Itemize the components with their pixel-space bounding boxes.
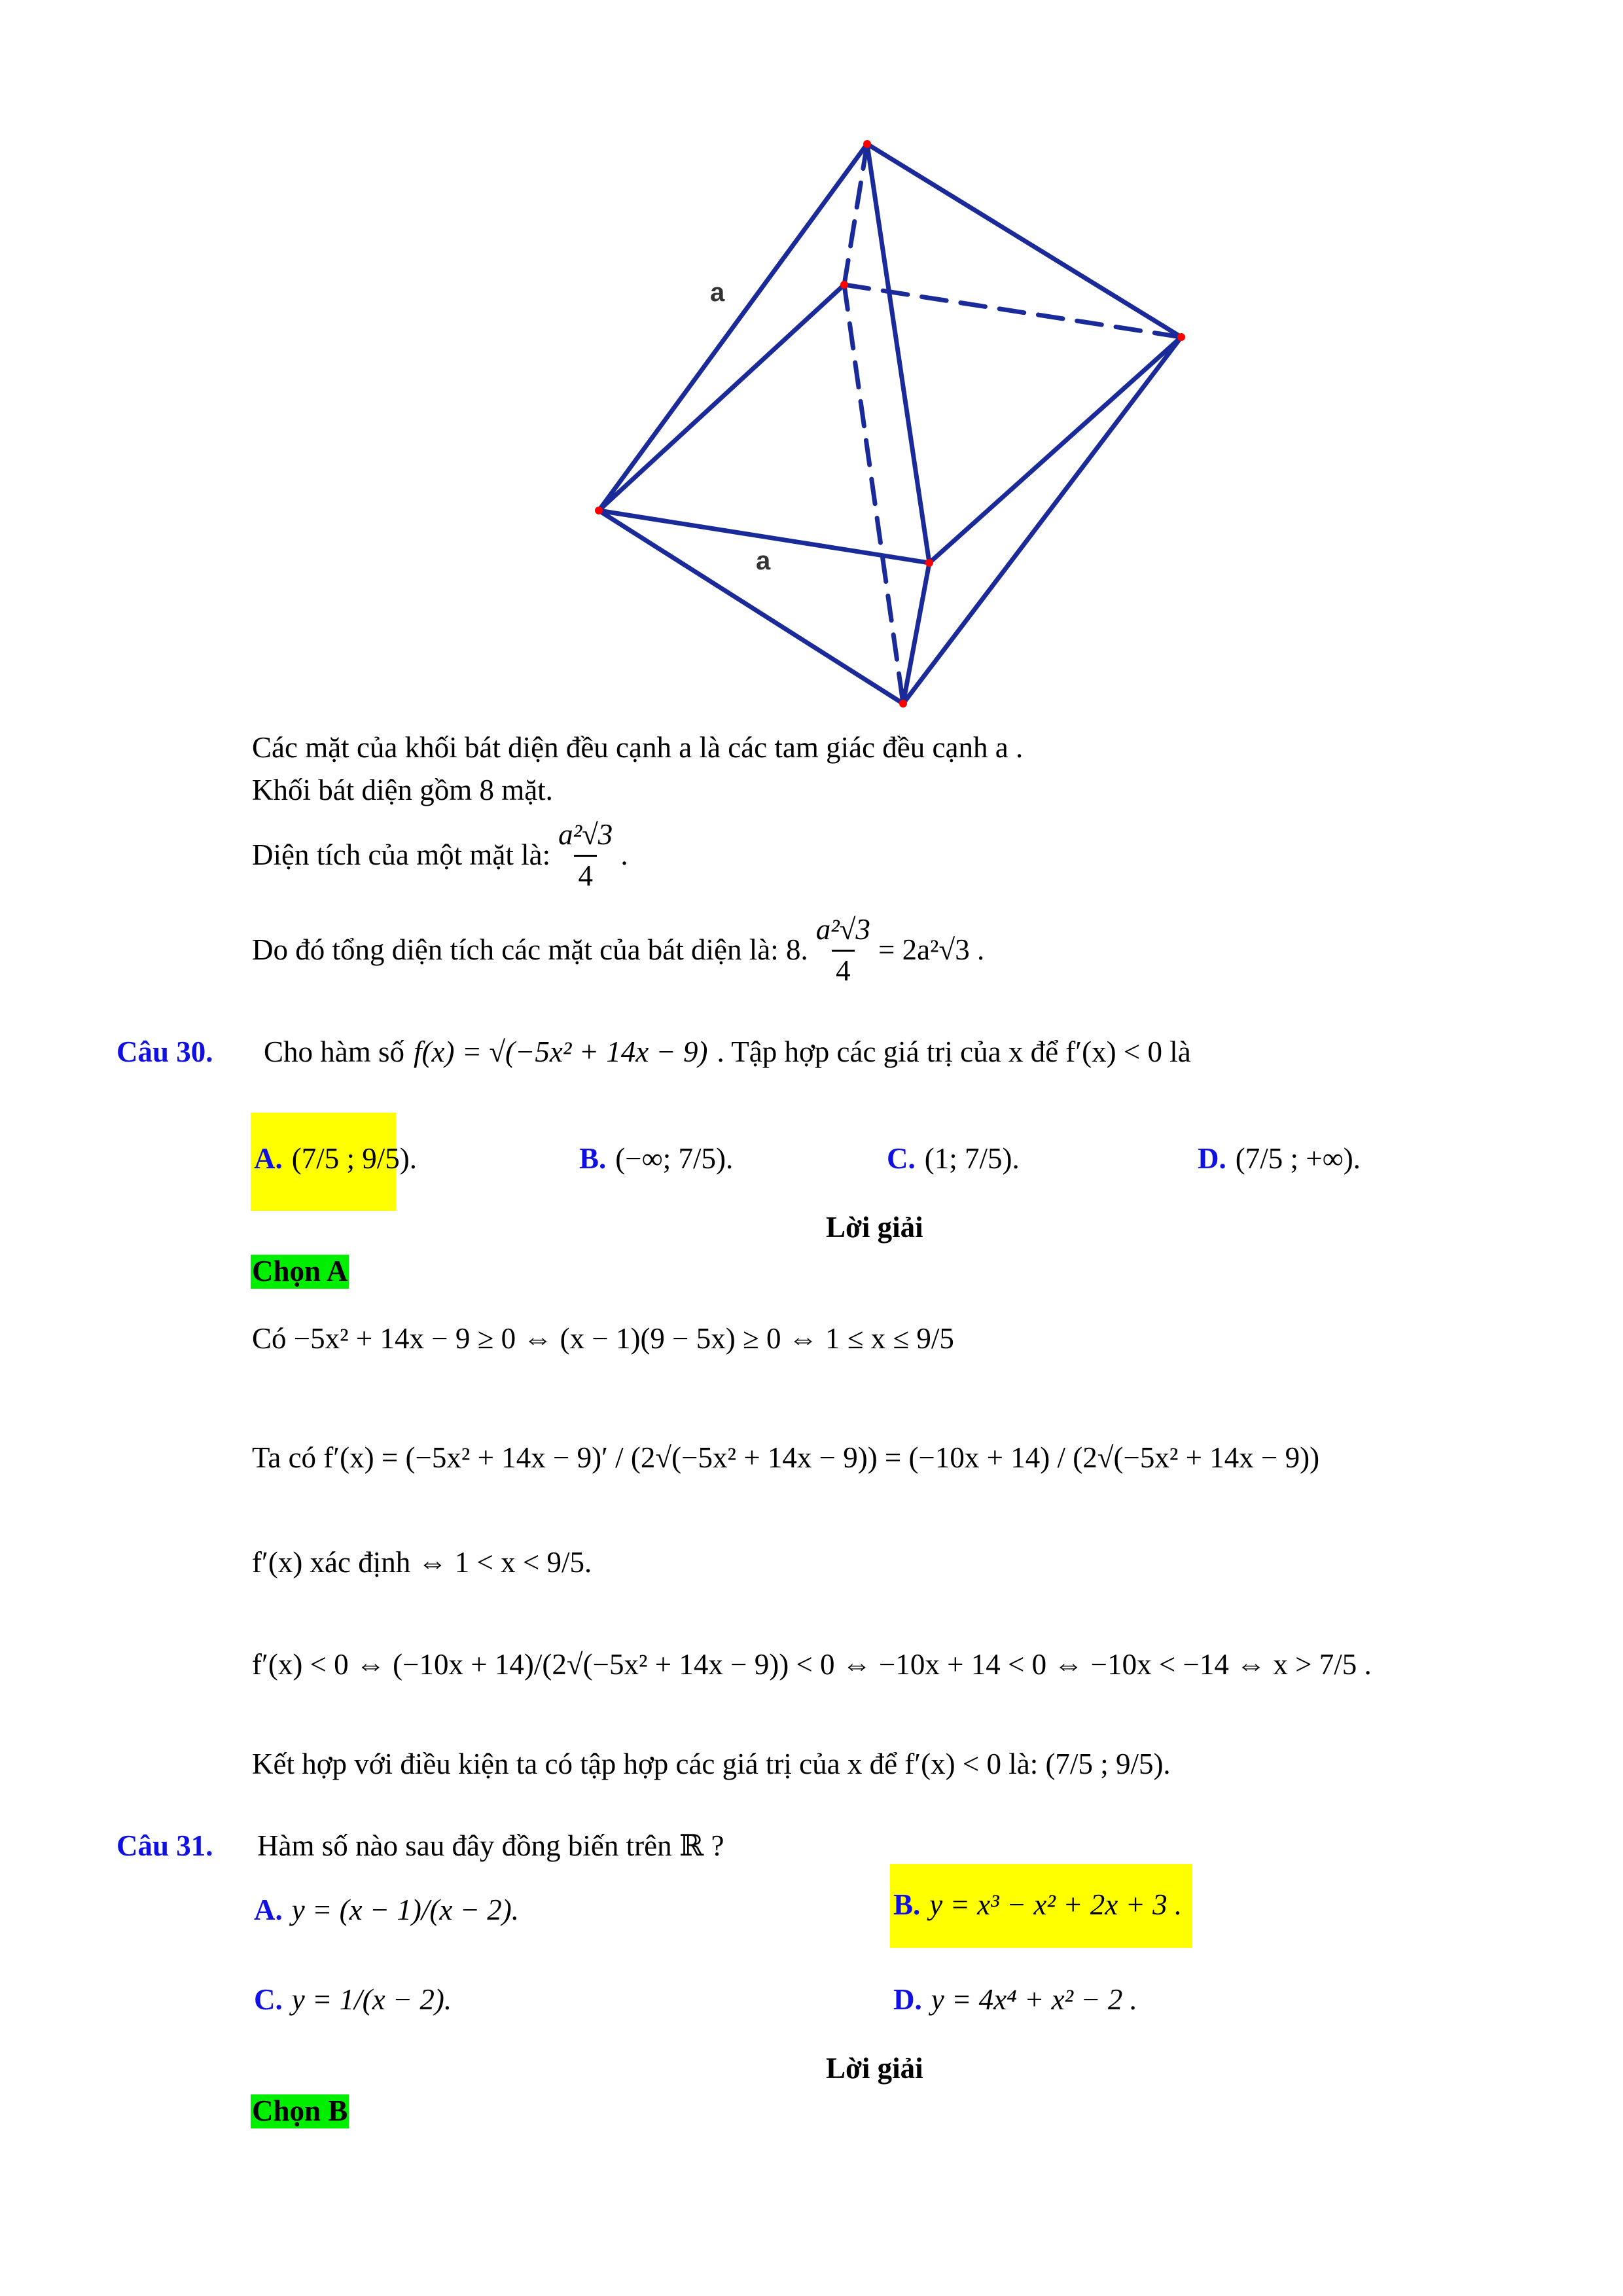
- solution29-line4: [252, 913, 984, 988]
- q30-solution-title: Lời giải: [826, 1211, 923, 1244]
- q30-option-c-letter: C.: [887, 1142, 916, 1175]
- q30-step5: Kết hợp với điều kiện ta có tập hợp các giá trị của x để f′(x) < 0 là: (7/5 ; 9/5).: [252, 1748, 1171, 1780]
- q30-option-a-text: (7/5 ; 9/5).: [291, 1142, 417, 1175]
- vertex-left: [595, 507, 603, 514]
- q30-option-d-letter: D.: [1198, 1142, 1226, 1175]
- edge-label-bottom: a: [756, 547, 771, 575]
- vertex-front: [925, 559, 933, 567]
- q31-option-c[interactable]: [254, 1983, 452, 2017]
- q30-stem-b: . Tập hợp các giá trị của x để f′(x) < 0 là: [717, 1035, 1191, 1068]
- face-area-num: a²√3: [558, 818, 613, 851]
- q31-option-b-letter: B.: [893, 1888, 921, 1921]
- face-area-den: 4: [574, 855, 597, 893]
- q30-function: f(x) = √(−5x² + 14x − 9): [414, 1035, 708, 1068]
- total-area-num: a²√3: [815, 913, 870, 946]
- solution29-line3-prefix: Diện tích của một mặt là:: [252, 838, 551, 872]
- q30-step1: Có −5x² + 14x − 9 ≥ 0 ⇔ (x − 1)(9 − 5x) ≥ 0 ⇔ 1 ≤ x ≤ 9/5: [252, 1322, 954, 1355]
- q31-label: Câu 31.: [116, 1829, 213, 1862]
- total-area-den: 4: [832, 950, 855, 988]
- vertex-right: [1177, 333, 1185, 341]
- q30-option-c[interactable]: [887, 1142, 1020, 1176]
- edge-left-bottom: [599, 511, 903, 704]
- face-area-fraction: [554, 818, 616, 893]
- q31-option-c-letter: C.: [254, 1983, 283, 2016]
- q31-solution-title: Lời giải: [826, 2052, 923, 2085]
- q30-choice: Chọn A: [252, 1255, 348, 1287]
- vertex-back: [840, 281, 848, 289]
- solution29-line4-suffix: = 2a²√3 .: [878, 933, 985, 967]
- edge-front-right: [929, 337, 1181, 563]
- q30-option-b-text: (−∞; 7/5).: [615, 1142, 734, 1175]
- q30-option-c-text: (1; 7/5).: [924, 1142, 1020, 1175]
- solution29-line4-prefix: Do đó tổng diện tích các mặt của bát diện là: 8.: [252, 933, 808, 967]
- q31-option-c-text: y = 1/(x − 2).: [291, 1983, 452, 2016]
- solution29-line3: Diện tích của một mặt là: $\frac{\text{a²√3}}{4}$ .: [252, 818, 628, 892]
- q30-stem: [116, 1035, 1191, 1069]
- total-area-fraction: [812, 913, 874, 988]
- edge-label-top: a: [710, 278, 725, 307]
- solution29-line2: Khối bát diện gồm 8 mặt.: [252, 774, 553, 806]
- edge-left-back: [599, 285, 844, 511]
- octahedron-figure: [576, 124, 1204, 726]
- edge-right-bottom: [903, 337, 1181, 704]
- vertex-top: [863, 140, 871, 148]
- q30-label: Câu 30.: [116, 1035, 213, 1068]
- q30-option-a-letter: A.: [254, 1142, 283, 1175]
- q31-option-d-letter: D.: [893, 1983, 922, 2016]
- q30-option-a[interactable]: [254, 1142, 417, 1176]
- q31-option-a[interactable]: [254, 1893, 519, 1928]
- q30-stem-a: Cho hàm số: [264, 1035, 405, 1068]
- edge-top-left: [599, 144, 867, 511]
- q31-stem-text: Hàm số nào sau đây đồng biến trên ℝ ?: [257, 1829, 724, 1862]
- solution29-line1: Các mặt của khối bát diện đều cạnh a là các tam giác đều cạnh a .: [252, 731, 1024, 764]
- q31-option-d-text: y = 4x⁴ + x² − 2 .: [931, 1983, 1137, 2016]
- q30-option-b[interactable]: [579, 1142, 733, 1176]
- q31-option-d[interactable]: [893, 1983, 1137, 2017]
- q31-stem: [116, 1829, 724, 1863]
- q31-option-a-text: y = (x − 1)/(x − 2).: [291, 1893, 519, 1926]
- q31-option-a-letter: A.: [254, 1893, 283, 1926]
- q31-option-b[interactable]: [893, 1888, 1182, 1922]
- q30-step3: f′(x) xác định ⇔ 1 < x < 9/5.: [252, 1546, 592, 1579]
- edge-front-bottom: [903, 563, 929, 704]
- q31-option-b-text: y = x³ − x² + 2x + 3 .: [929, 1888, 1183, 1921]
- q30-option-d-text: (7/5 ; +∞).: [1235, 1142, 1361, 1175]
- edge-top-right: [867, 144, 1181, 337]
- edge-back-bottom-dashed: [844, 285, 903, 704]
- vertex-bottom: [899, 700, 907, 708]
- q30-step4: f′(x) < 0 ⇔ (−10x + 14)/(2√(−5x² + 14x − 9)) < 0 ⇔ −10x + 14 < 0 ⇔ −10x < −14 ⇔ x > 7/5 .: [252, 1648, 1372, 1681]
- edge-top-back-dashed: [844, 144, 867, 285]
- q31-choice: Chọn B: [252, 2094, 348, 2127]
- q30-option-d[interactable]: [1198, 1142, 1361, 1176]
- q30-option-b-letter: B.: [579, 1142, 607, 1175]
- q30-step2: Ta có f′(x) = (−5x² + 14x − 9)′ / (2√(−5x² + 14x − 9)) = (−10x + 14) / (2√(−5x² + 14x − 9)): [252, 1441, 1320, 1474]
